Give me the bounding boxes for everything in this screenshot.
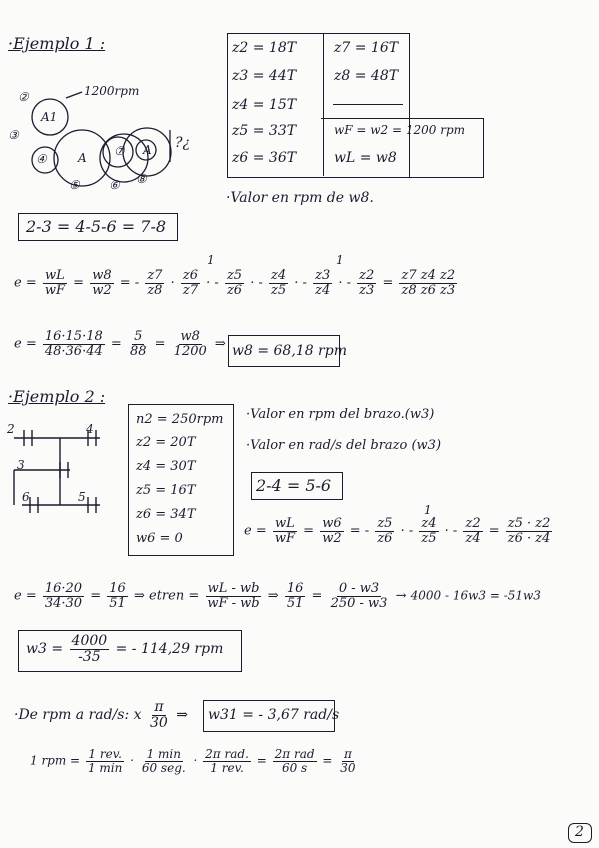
ex2-diagram-label-2: 2 <box>7 422 15 436</box>
ex1-cancel-mark-1: 1 <box>207 253 215 267</box>
rpm-to-rads-derivation: 1 rpm = $\frac{\text{1 rev.}}{1 \min}$ · $\frac{1 \min}{\text{60 seg.}}$ · $\frac{\text{2π rad.}}{\text{1 rev.}}$ = $\frac{\text{2π rad}}{60 s}$ = $\frac{\pi}{30}$ <box>30 747 356 775</box>
ex1-z2: z2 = 18T <box>232 40 297 56</box>
ex1-question-mark: ?¿ <box>175 135 191 151</box>
gear-7-label: ⑦ <box>114 144 125 158</box>
ex1-result: w8 = 68,18 rpm <box>232 343 347 359</box>
gear-6-label: ⑥ <box>109 178 120 192</box>
ex1-wl: wL = w8 <box>334 150 397 166</box>
ex2-bullet-rpm: ·Valor en rpm del brazo.(w3) <box>246 407 435 422</box>
ex1-cancel-mark-2: 1 <box>336 253 344 267</box>
gear-a1-label: A1 <box>41 110 58 124</box>
gear-2-label: ② <box>18 90 29 104</box>
ex2-cancel-mark: 1 <box>424 503 432 517</box>
example1-heading: ·Ejemplo 1 : <box>8 34 106 53</box>
example2-heading: ·Ejemplo 2 : <box>8 387 106 406</box>
ex1-speed-label: 1200rpm <box>84 84 140 98</box>
ex1-bullet: ·Valor en rpm de w8. <box>226 190 374 206</box>
gear-a2-label: A <box>143 143 152 157</box>
ex2-diagram-label-4: 4 <box>86 422 94 436</box>
ex1-z5: z5 = 33T <box>232 123 297 139</box>
ex2-rads-result: w31 = - 3,67 rad/s <box>208 707 340 723</box>
ex2-z5: z5 = 16T <box>136 483 196 498</box>
gear-a-label: A <box>78 151 87 165</box>
gear-8-label: ⑧ <box>136 172 147 186</box>
ex1-z7: z7 = 16T <box>334 40 399 56</box>
gear-3-label: ③ <box>8 128 19 142</box>
gear-4-label: ④ <box>36 152 47 166</box>
ex2-z6: z6 = 34T <box>136 507 196 522</box>
ex2-z2: z2 = 20T <box>136 435 196 450</box>
gear-5-label: ⑤ <box>69 178 80 192</box>
ex2-n2: n2 = 250rpm <box>136 412 224 427</box>
ex2-z4: z4 = 30T <box>136 459 196 474</box>
ex1-z4: z4 = 15T <box>232 97 297 113</box>
ex1-z8: z8 = 48T <box>334 68 399 84</box>
ex1-z3: z3 = 44T <box>232 68 297 84</box>
ex1-train-relation: 2-3 = 4-5-6 = 7-8 <box>26 217 167 236</box>
ex2-result: w3 = $\frac{4000}{-35}$ = - 114,29 rpm <box>26 633 224 665</box>
ex2-w6: w6 = 0 <box>136 531 183 546</box>
ex2-numeric-equation: e = $\frac{16\cdot 20}{34\cdot 30}$ = $\frac{16}{51}$ ⇒ etren = $\frac{wL - wb}{wF - wb}$ ⇒ $\frac{16}{51}$ = $\frac{0 - w3}{250 - w3}$ → 4000 - 16w3 = -51w3 <box>14 581 541 611</box>
ex1-numeric-equation: e = $\frac{16\cdot 15\cdot 18}{48\cdot 36\cdot 44}$ = $\frac{5}{88}$ = $\frac{w8}{1200}$ ⇒ <box>14 329 226 359</box>
ex2-bullet-rads: ·Valor en rad/s del brazo (w3) <box>246 438 442 453</box>
ex2-diagram-label-6: 6 <box>22 490 30 504</box>
ex2-diagram-label-3: 3 <box>17 458 25 472</box>
ex2-diagram-label-5: 5 <box>78 490 86 504</box>
ex1-wf: wF = w2 = 1200 rpm <box>334 123 466 137</box>
ex2-train-relation: 2-4 = 5-6 <box>256 476 332 495</box>
ex1-z6: z6 = 36T <box>232 150 297 166</box>
page-number: 2 <box>575 824 584 840</box>
ex1-ratio-equation: e = $\frac{wL}{wF}$ = $\frac{w8}{w2}$ = - $\frac{z7}{z8}$ · $\frac{z6}{z7}$ · - $\frac{z5}{z6}$ · - $\frac{z4}{z5}$ · - $\frac{z3}{z4}$ · - $\frac{z2}{z3}$ = $\frac{z7 z4 z2}{z8 z6 z3}$ <box>14 268 456 298</box>
ex2-ratio-equation: e = $\frac{wL}{wF}$ = $\frac{w6}{w2}$ = - $\frac{z5}{z6}$ · - $\frac{z4}{z5}$ · - $\frac{z2}{z4}$ = $\frac{z5 \cdot z2}{z6 \cdot z4}$ <box>244 516 551 546</box>
ex2-conversion-line: ·De rpm a rad/s: x $\frac{\pi}{30}$ ⇒ <box>14 699 189 731</box>
